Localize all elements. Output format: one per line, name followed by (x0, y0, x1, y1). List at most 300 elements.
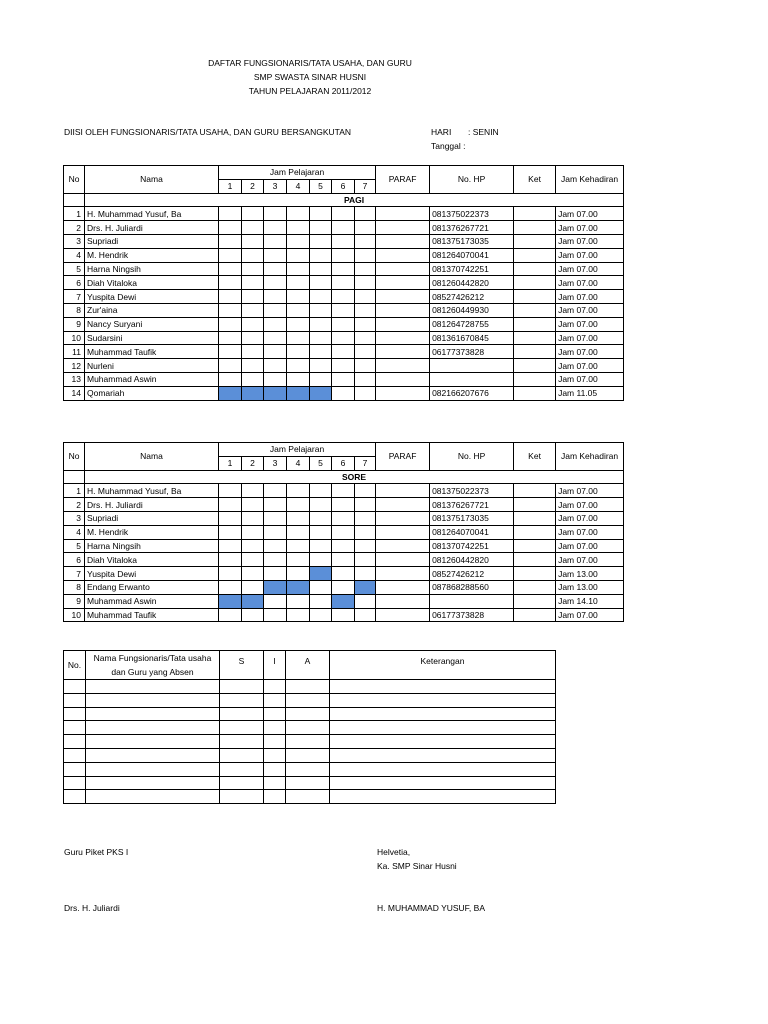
period-cell (310, 359, 332, 373)
period-cell (219, 331, 242, 345)
attendance-time: Jam 07.00 (556, 317, 624, 331)
period-cell (264, 594, 287, 608)
period-cell (332, 511, 355, 525)
paraf-cell (376, 580, 430, 594)
period-cell (355, 539, 376, 553)
ket-cell (514, 553, 556, 567)
period-cell (242, 511, 264, 525)
ket-cell (514, 262, 556, 276)
period-cell (219, 372, 242, 386)
period-cell (287, 386, 310, 400)
table-row (64, 386, 624, 400)
period-cell (264, 234, 287, 248)
period-cell (264, 317, 287, 331)
period-cell (264, 303, 287, 317)
period-cell (287, 567, 310, 581)
paraf-cell (376, 567, 430, 581)
session-row (64, 470, 624, 484)
period-cell (242, 539, 264, 553)
period-header: 6 (332, 456, 355, 470)
paraf-cell (376, 386, 430, 400)
period-cell (310, 303, 332, 317)
jam-pelajaran-header: Jam Pelajaran (219, 443, 376, 457)
period-cell (310, 221, 332, 235)
period-cell (287, 594, 310, 608)
period-cell (242, 372, 264, 386)
period-cell (242, 567, 264, 581)
attendance-time: Jam 07.00 (556, 345, 624, 359)
period-cell (355, 484, 376, 498)
ket-cell (514, 221, 556, 235)
absence-cell (86, 790, 220, 804)
period-cell (332, 207, 355, 221)
attendance-time: Jam 07.00 (556, 221, 624, 235)
ket-cell (514, 567, 556, 581)
period-cell (332, 386, 355, 400)
absence-cell (286, 748, 330, 762)
phone-number: 081260442820 (430, 276, 514, 290)
teacher-name: H. Muhammad Yusuf, Ba (85, 484, 219, 498)
row-number: 4 (64, 525, 85, 539)
period-cell (242, 234, 264, 248)
jam-pelajaran-header: Jam Pelajaran (219, 166, 376, 180)
period-cell (355, 525, 376, 539)
absence-cell (264, 721, 286, 735)
period-cell (355, 553, 376, 567)
row-number: 4 (64, 248, 85, 262)
paraf-cell (376, 484, 430, 498)
row-number: 7 (64, 567, 85, 581)
attendance-time: Jam 13.00 (556, 567, 624, 581)
session-label: PAGI (85, 193, 624, 207)
period-cell (264, 511, 287, 525)
period-cell (332, 317, 355, 331)
phone-number: 081260449930 (430, 303, 514, 317)
absence-cell (330, 748, 556, 762)
absence-cell (286, 680, 330, 694)
no-header: No (64, 443, 85, 471)
absence-cell (264, 693, 286, 707)
attendance-time: Jam 07.00 (556, 290, 624, 304)
period-cell (287, 234, 310, 248)
period-cell (242, 207, 264, 221)
attendance-time: Jam 07.00 (556, 525, 624, 539)
period-cell (242, 290, 264, 304)
absence-cell (286, 721, 330, 735)
row-number: 5 (64, 262, 85, 276)
row-number: 2 (64, 221, 85, 235)
paraf-cell (376, 262, 430, 276)
absence-row (64, 776, 556, 790)
hari-value: : SENIN (468, 127, 499, 137)
period-cell (287, 525, 310, 539)
teacher-name: Yuspita Dewi (85, 290, 219, 304)
period-cell (219, 498, 242, 512)
pagi-attendance-table (63, 165, 624, 401)
period-cell (355, 234, 376, 248)
period-cell (287, 498, 310, 512)
ket-cell (514, 372, 556, 386)
absence-cell (220, 776, 264, 790)
paraf-cell (376, 345, 430, 359)
paraf-cell (376, 594, 430, 608)
absence-cell (330, 790, 556, 804)
period-cell (219, 553, 242, 567)
period-cell (310, 317, 332, 331)
right-signature-title: Ka. SMP Sinar Husni (377, 861, 457, 871)
period-cell (287, 317, 310, 331)
teacher-name: Sudarsini (85, 331, 219, 345)
table-row (64, 539, 624, 553)
absence-cell (264, 790, 286, 804)
period-cell (219, 484, 242, 498)
period-cell (219, 594, 242, 608)
table-row (64, 303, 624, 317)
period-cell (310, 580, 332, 594)
ket-header: Ket (514, 166, 556, 194)
period-cell (287, 207, 310, 221)
period-cell (219, 539, 242, 553)
period-cell (264, 386, 287, 400)
row-number: 8 (64, 303, 85, 317)
period-cell (310, 386, 332, 400)
attendance-time: Jam 07.00 (556, 511, 624, 525)
period-cell (355, 345, 376, 359)
absence-row (64, 707, 556, 721)
period-cell (310, 276, 332, 290)
attendance-time: Jam 13.00 (556, 580, 624, 594)
teacher-name: Diah Vitaloka (85, 276, 219, 290)
period-cell (219, 608, 242, 622)
period-cell (332, 553, 355, 567)
period-cell (219, 221, 242, 235)
period-cell (264, 221, 287, 235)
period-cell (242, 221, 264, 235)
period-cell (264, 290, 287, 304)
absence-cell (264, 748, 286, 762)
paraf-cell (376, 539, 430, 553)
period-header: 5 (310, 179, 332, 193)
left-signature-name: Drs. H. Juliardi (64, 903, 120, 913)
period-cell (332, 303, 355, 317)
row-number: 6 (64, 276, 85, 290)
absence-cell (220, 680, 264, 694)
attendance-time: Jam 07.00 (556, 539, 624, 553)
session-blank-cell (64, 193, 85, 207)
period-cell (310, 207, 332, 221)
phone-number: 081375022373 (430, 207, 514, 221)
absence-row (64, 762, 556, 776)
paraf-cell (376, 221, 430, 235)
absence-cell (86, 680, 220, 694)
teacher-name: H. Muhammad Yusuf, Ba (85, 207, 219, 221)
row-number: 3 (64, 234, 85, 248)
table-row (64, 594, 624, 608)
period-cell (310, 553, 332, 567)
teacher-name: Muhammad Taufik (85, 345, 219, 359)
period-header: 4 (287, 179, 310, 193)
absence-cell (64, 693, 86, 707)
period-cell (355, 317, 376, 331)
period-cell (332, 498, 355, 512)
period-cell (355, 580, 376, 594)
attendance-time: Jam 07.00 (556, 331, 624, 345)
period-cell (355, 498, 376, 512)
attendance-time: Jam 07.00 (556, 553, 624, 567)
table-row (64, 580, 624, 594)
jam-kehadiran-header: Jam Kehadiran (556, 166, 624, 194)
period-cell (287, 359, 310, 373)
period-cell (355, 567, 376, 581)
phone-number: 081260442820 (430, 553, 514, 567)
ket-cell (514, 345, 556, 359)
period-cell (219, 359, 242, 373)
absence-a-header: A (286, 651, 330, 680)
ket-cell (514, 290, 556, 304)
paraf-cell (376, 248, 430, 262)
period-cell (310, 290, 332, 304)
absence-cell (330, 762, 556, 776)
period-cell (264, 331, 287, 345)
attendance-time: Jam 07.00 (556, 276, 624, 290)
doc-title: DAFTAR FUNGSIONARIS/TATA USAHA, DAN GURU (208, 58, 412, 68)
period-cell (355, 331, 376, 345)
period-cell (332, 262, 355, 276)
period-cell (310, 234, 332, 248)
period-cell (287, 511, 310, 525)
absence-keterangan-header: Keterangan (330, 651, 556, 680)
absence-cell (286, 776, 330, 790)
period-cell (355, 262, 376, 276)
period-cell (242, 608, 264, 622)
nohp-header: No. HP (430, 166, 514, 194)
paraf-cell (376, 234, 430, 248)
period-cell (355, 290, 376, 304)
nohp-header: No. HP (430, 443, 514, 471)
period-cell (332, 248, 355, 262)
period-cell (264, 276, 287, 290)
row-number: 3 (64, 511, 85, 525)
paraf-cell (376, 290, 430, 304)
period-cell (264, 248, 287, 262)
absence-cell (86, 748, 220, 762)
period-cell (355, 511, 376, 525)
table-row (64, 345, 624, 359)
absence-cell (264, 680, 286, 694)
teacher-name: Drs. H. Juliardi (85, 221, 219, 235)
period-cell (355, 594, 376, 608)
period-header: 7 (355, 456, 376, 470)
period-cell (287, 290, 310, 304)
phone-number (430, 594, 514, 608)
absence-row (64, 790, 556, 804)
absence-cell (330, 776, 556, 790)
period-cell (242, 580, 264, 594)
period-cell (310, 539, 332, 553)
period-cell (355, 372, 376, 386)
hari-label: HARI (431, 127, 452, 137)
period-header: 1 (219, 179, 242, 193)
sore-attendance-table (63, 442, 624, 622)
row-number: 11 (64, 345, 85, 359)
table-row (64, 207, 624, 221)
period-header: 3 (264, 456, 287, 470)
ket-cell (514, 539, 556, 553)
period-header: 3 (264, 179, 287, 193)
period-cell (264, 359, 287, 373)
teacher-name: Diah Vitaloka (85, 553, 219, 567)
absence-cell (86, 762, 220, 776)
period-cell (332, 276, 355, 290)
academic-year: TAHUN PELAJARAN 2011/2012 (248, 86, 372, 96)
ket-cell (514, 386, 556, 400)
absence-cell (264, 762, 286, 776)
paraf-cell (376, 511, 430, 525)
period-header: 2 (242, 456, 264, 470)
absence-row (64, 680, 556, 694)
absence-cell (64, 748, 86, 762)
phone-number: 081375022373 (430, 484, 514, 498)
period-header: 6 (332, 179, 355, 193)
phone-number (430, 372, 514, 386)
absence-cell (86, 735, 220, 749)
no-header: No (64, 166, 85, 194)
teacher-name: Zur'aina (85, 303, 219, 317)
period-cell (219, 511, 242, 525)
period-header: 1 (219, 456, 242, 470)
period-cell (310, 498, 332, 512)
period-cell (264, 525, 287, 539)
absence-no-header: No. (64, 651, 86, 680)
table-row (64, 511, 624, 525)
ket-cell (514, 511, 556, 525)
header-row (64, 443, 624, 457)
absence-row (64, 735, 556, 749)
period-cell (332, 234, 355, 248)
period-cell (264, 262, 287, 276)
phone-number: 08527426212 (430, 290, 514, 304)
table-row (64, 498, 624, 512)
school-name: SMP SWASTA SINAR HUSNI (253, 72, 367, 82)
absence-cell (264, 776, 286, 790)
row-number: 9 (64, 317, 85, 331)
absence-cell (264, 707, 286, 721)
phone-number: 06177373828 (430, 608, 514, 622)
row-number: 14 (64, 386, 85, 400)
absence-name-header (86, 651, 220, 680)
absence-cell (286, 762, 330, 776)
tanggal-label: Tanggal : (431, 141, 466, 151)
attendance-time: Jam 07.00 (556, 608, 624, 622)
absence-cell (86, 776, 220, 790)
jam-kehadiran-header: Jam Kehadiran (556, 443, 624, 471)
absence-table (63, 650, 556, 804)
phone-number: 087868288560 (430, 580, 514, 594)
ket-cell (514, 303, 556, 317)
period-cell (310, 484, 332, 498)
period-cell (355, 207, 376, 221)
period-cell (242, 386, 264, 400)
period-header: 7 (355, 179, 376, 193)
absence-name-header-line2: dan Guru yang Absen (111, 667, 194, 677)
period-cell (219, 567, 242, 581)
attendance-time: Jam 07.00 (556, 303, 624, 317)
period-cell (242, 262, 264, 276)
period-cell (355, 221, 376, 235)
period-cell (332, 608, 355, 622)
period-cell (355, 303, 376, 317)
teacher-name: Endang Erwanto (85, 580, 219, 594)
table-row (64, 290, 624, 304)
period-cell (264, 608, 287, 622)
absence-cell (264, 735, 286, 749)
header-row (64, 166, 624, 180)
paraf-cell (376, 608, 430, 622)
period-cell (355, 608, 376, 622)
period-cell (219, 317, 242, 331)
period-cell (332, 221, 355, 235)
teacher-name: Supriadi (85, 511, 219, 525)
table-row (64, 359, 624, 373)
table-row (64, 553, 624, 567)
teacher-name: Supriadi (85, 234, 219, 248)
period-cell (332, 359, 355, 373)
instruction-text: DIISI OLEH FUNGSIONARIS/TATA USAHA, DAN GURU BERSANGKUTAN (64, 127, 351, 137)
paraf-cell (376, 317, 430, 331)
absence-cell (86, 693, 220, 707)
row-number: 6 (64, 553, 85, 567)
teacher-name: Harna Ningsih (85, 262, 219, 276)
period-cell (332, 525, 355, 539)
period-cell (242, 498, 264, 512)
paraf-cell (376, 553, 430, 567)
period-cell (264, 372, 287, 386)
row-number: 7 (64, 290, 85, 304)
period-cell (310, 511, 332, 525)
phone-number: 081375173035 (430, 234, 514, 248)
phone-number: 081370742251 (430, 539, 514, 553)
teacher-name: Muhammad Taufik (85, 608, 219, 622)
session-row (64, 193, 624, 207)
teacher-name: Muhammad Aswin (85, 372, 219, 386)
absence-cell (64, 721, 86, 735)
row-number: 10 (64, 608, 85, 622)
period-cell (264, 345, 287, 359)
teacher-name: Harna Ningsih (85, 539, 219, 553)
row-number: 2 (64, 498, 85, 512)
ket-cell (514, 234, 556, 248)
period-cell (242, 553, 264, 567)
phone-number: 081264728755 (430, 317, 514, 331)
ket-cell (514, 608, 556, 622)
table-row (64, 331, 624, 345)
table-row (64, 276, 624, 290)
session-label: SORE (85, 470, 624, 484)
paraf-cell (376, 525, 430, 539)
table-row (64, 248, 624, 262)
absence-cell (286, 707, 330, 721)
period-cell (310, 567, 332, 581)
attendance-time: Jam 07.00 (556, 248, 624, 262)
teacher-name: M. Hendrik (85, 248, 219, 262)
paraf-cell (376, 207, 430, 221)
period-cell (264, 207, 287, 221)
absence-i-header: I (264, 651, 286, 680)
table-row (64, 262, 624, 276)
absence-cell (220, 693, 264, 707)
table-row (64, 234, 624, 248)
paraf-header: PARAF (376, 166, 430, 194)
